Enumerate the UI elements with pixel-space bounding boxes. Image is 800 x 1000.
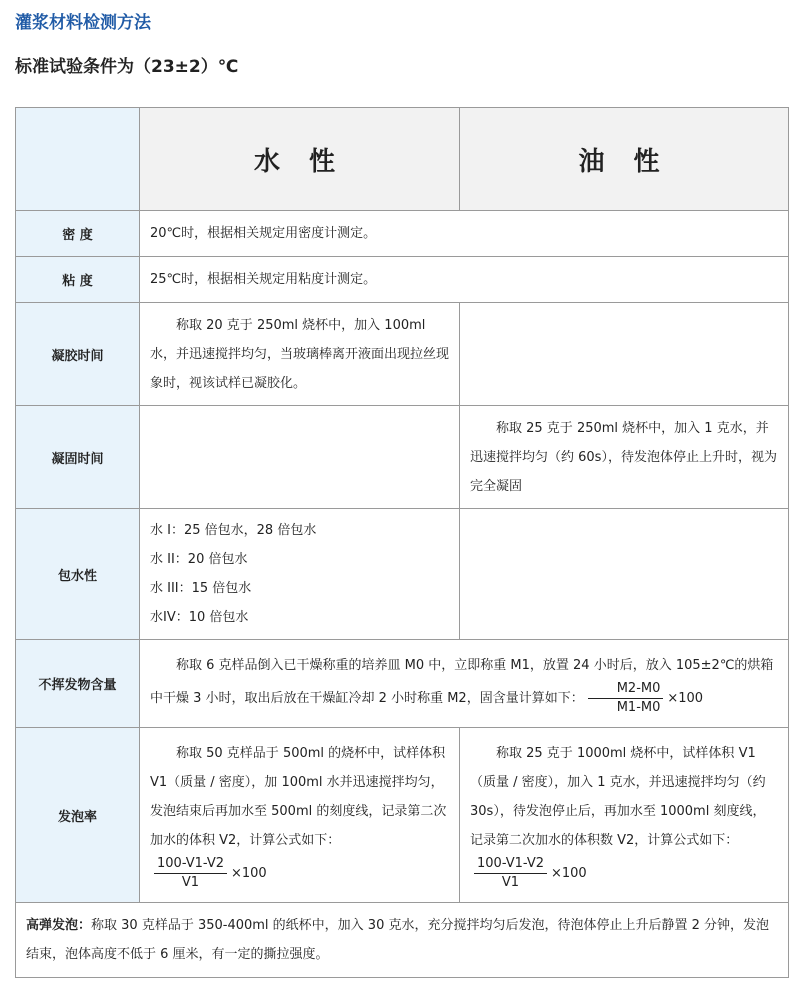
water-retention-item: 水 II：20 倍包水: [150, 552, 248, 567]
density-text: 20℃时，根据相关规定用密度计测定。: [140, 211, 789, 257]
fraction-denominator: V1: [181, 874, 200, 890]
foaming-oil-fraction: [474, 855, 547, 892]
water-retention-list: [140, 509, 460, 640]
fraction-multiplier: ×100: [231, 865, 267, 881]
table-row-viscosity: [16, 257, 789, 303]
table-row-gel-time: [16, 303, 789, 406]
table-header-row: [16, 108, 789, 211]
foaming-water-text: 称取 50 克样品于 500ml 的烧杯中，试样体积 V1（质量 / 密度），加 100ml 水并迅速搅拌均匀，发泡结束后再加水至 500ml 的刻度线，记录第二次加水的体积 V2，计算公式如下：: [150, 745, 447, 848]
header-corner-cell: [16, 108, 140, 211]
footer-label: 高弹发泡：: [26, 918, 92, 933]
row-label-water-retention: 包水性: [16, 509, 140, 640]
table-row-footer: [16, 903, 789, 978]
gel-time-water-text: 称取 20 克于 250ml 烧杯中，加入 100ml 水，并迅速搅拌均匀，当玻璃棒离开液面出现拉丝现象时，视该试样已凝胶化。: [140, 303, 460, 406]
row-label-density: 密 度: [16, 211, 140, 257]
method-table: [15, 107, 789, 978]
fraction-multiplier: ×100: [551, 865, 587, 881]
row-label-gel-time: 凝胶时间: [16, 303, 140, 406]
water-retention-item: 水 I：25 倍包水，28 倍包水: [150, 523, 317, 538]
foaming-oil-cell: [460, 728, 789, 903]
footer-text: 称取 30 克样品于 350-400ml 的纸杯中，加入 30 克水，充分搅拌均匀后发泡，待泡体停止上升后静置 2 分钟，发泡结束，泡体高度不低于 6 厘米，有一定的撕拉强度。: [26, 918, 770, 962]
water-retention-item: 水IV：10 倍包水: [150, 610, 249, 625]
nonvolatile-fraction: [588, 680, 664, 717]
fraction-numerator: M2-M0: [588, 680, 664, 699]
foaming-water-cell: [140, 728, 460, 903]
row-label-viscosity: 粘 度: [16, 257, 140, 303]
table-row-set-time: [16, 406, 789, 509]
set-time-water-text: [140, 406, 460, 509]
fraction-numerator: 100-V1-V2: [154, 855, 227, 874]
fraction-numerator: 100-V1-V2: [474, 855, 547, 874]
fraction-denominator: M1-M0: [616, 699, 661, 715]
set-time-oil-text: 称取 25 克于 250ml 烧杯中，加入 1 克水，并迅速搅拌均匀（约 60s），待发泡体停止上升时，视为完全凝固: [460, 406, 789, 509]
fraction-denominator: V1: [501, 874, 520, 890]
nonvolatile-cell: [140, 640, 789, 728]
water-retention-oil-empty: [460, 509, 789, 640]
table-row-water-retention: [16, 509, 789, 640]
page-subtitle: 标准试验条件为（23±2）℃: [15, 57, 239, 77]
fraction-multiplier: ×100: [667, 690, 704, 706]
row-label-foaming: 发泡率: [16, 728, 140, 903]
foaming-water-fraction: [154, 855, 227, 892]
page-title: 灌浆材料检测方法: [15, 13, 151, 33]
table-row-nonvolatile: [16, 640, 789, 728]
table-row-density: [16, 211, 789, 257]
viscosity-text: 25℃时，根据相关规定用粘度计测定。: [140, 257, 789, 303]
table-row-foaming: [16, 728, 789, 903]
header-oil: 油 性: [460, 108, 789, 211]
footer-note: [16, 903, 789, 978]
water-retention-item: 水 III：15 倍包水: [150, 581, 252, 596]
row-label-nonvolatile: 不挥发物含量: [16, 640, 140, 728]
row-label-set-time: 凝固时间: [16, 406, 140, 509]
header-water: 水 性: [140, 108, 460, 211]
gel-time-oil-text: [460, 303, 789, 406]
nonvolatile-text: 称取 6 克样品倒入已干燥称重的培养皿 M0 中，立即称重 M1，放置 24 小时后，放入 105±2℃的烘箱中干燥 3 小时，取出后放在干燥缸冷却 2 小时称重 M2，固含量计算如下：: [150, 657, 774, 706]
foaming-oil-text: 称取 25 克于 1000ml 烧杯中，试样体积 V1（质量 / 密度），加入 1 克水，并迅速搅拌均匀（约 30s），待发泡停止后，再加水至 1000ml 刻度线，记录第二次加水的体积数 V2，计算公式如下：: [470, 745, 766, 848]
